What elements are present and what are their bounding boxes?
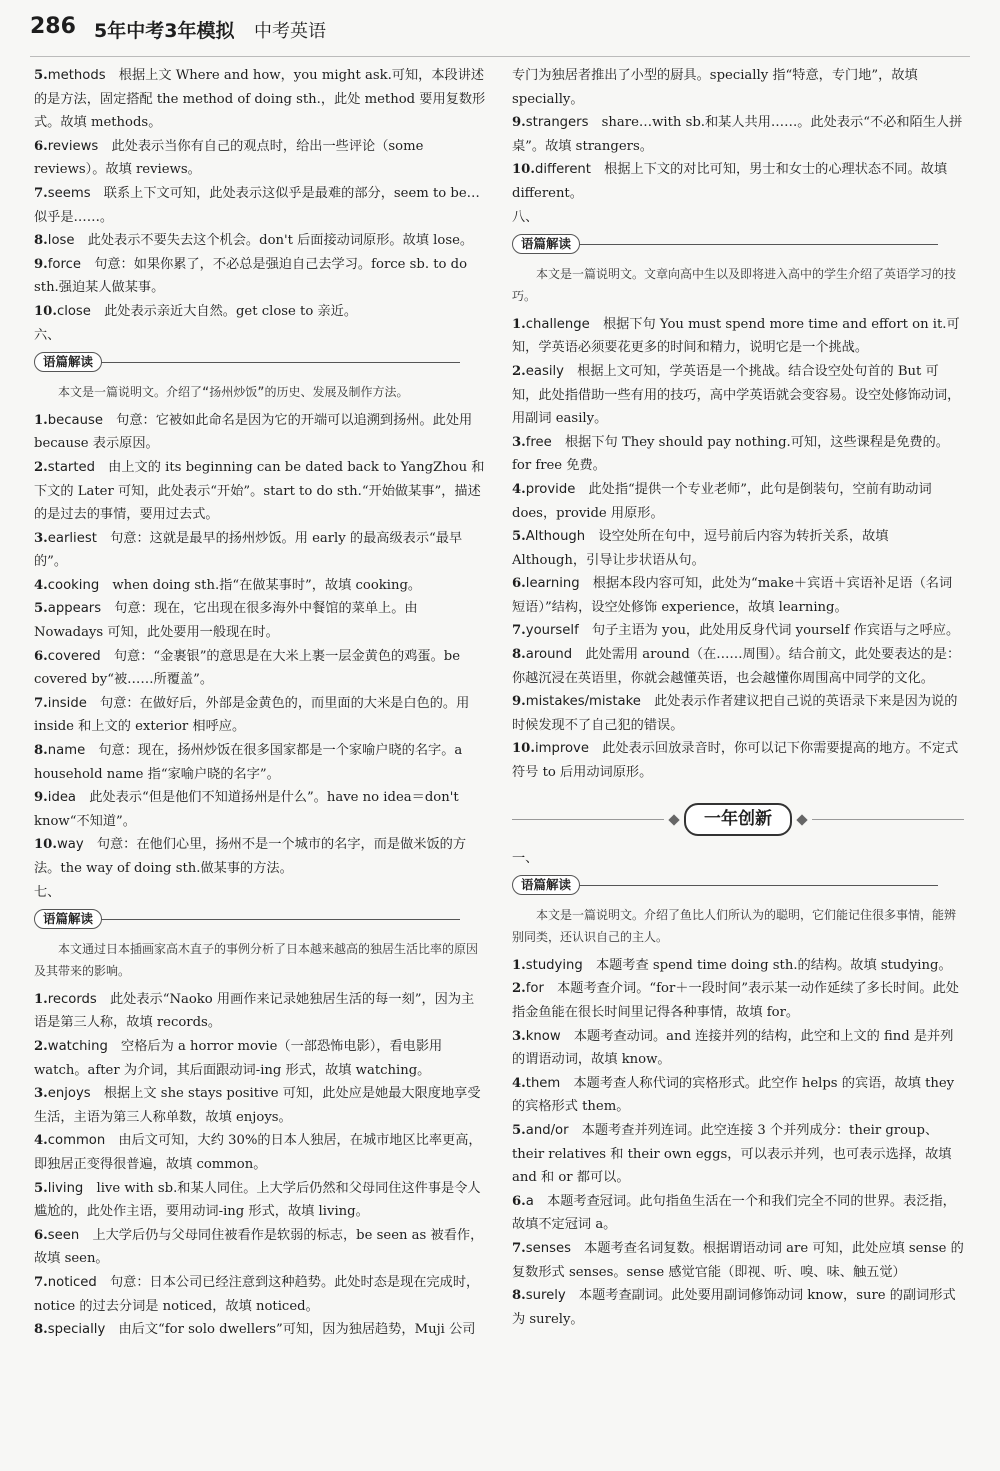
answer-item bbox=[34, 300, 486, 324]
answer-item bbox=[34, 833, 486, 880]
answer-word: around bbox=[525, 647, 573, 663]
answer-number: 6. bbox=[34, 138, 48, 154]
answer-item bbox=[34, 645, 486, 692]
answer-item bbox=[34, 1129, 486, 1176]
answer-explanation: 此处需用 around（在……周围）。结合前文，此处要表达的是：你越沉浸在英语里，你就会越懂英语，也会越懂你周围高中同学的文化。 bbox=[512, 647, 961, 686]
section-7-continuation: 专门为独居者推出了小型的厨具。specially 指“特意，专门地”，故填 specially。 bbox=[512, 68, 918, 107]
answer-word: name bbox=[47, 743, 86, 759]
answer-number: 2. bbox=[34, 1038, 48, 1054]
answer-explanation: 设空处所在句中，逗号前后内容为转折关系，故填 Although，引导让步状语从句。 bbox=[512, 529, 889, 568]
answer-explanation: 根据下句 You must spend more time and effort on it.可知，学英语必须要花更多的时间和精力，说明它是一个挑战。 bbox=[512, 316, 960, 356]
banner-label: 一年创新 bbox=[684, 803, 792, 837]
answer-explanation: 句意：在做好后，外部是金黄色的，而里面的大米是白色的。用 inside 和上文的 exterior 相呼应。 bbox=[34, 695, 470, 735]
answer-number: 7. bbox=[34, 695, 48, 711]
answer-explanation: 此处表示“但是他们不知道扬州是什么”。have no idea＝don't know“不知道”。 bbox=[34, 790, 459, 829]
answer-number: 4. bbox=[34, 577, 48, 593]
answer-word: surely bbox=[525, 1288, 566, 1304]
answer-number: 3. bbox=[512, 434, 526, 450]
answer-number: 8. bbox=[34, 743, 48, 759]
answer-number: 1. bbox=[512, 957, 526, 973]
page-number: 286 bbox=[30, 14, 76, 39]
answer-word: mistakes/mistake bbox=[525, 694, 641, 710]
answer-number: 3. bbox=[34, 530, 48, 546]
passage-tag bbox=[512, 874, 964, 898]
answer-word: them bbox=[525, 1075, 561, 1091]
answer-number: 4. bbox=[512, 481, 526, 497]
new-section-1-answers bbox=[512, 954, 964, 1332]
section-6-heading: 六、 bbox=[34, 327, 61, 343]
answer-explanation: 本题考查 spend time doing sth.的结构。故填 studying。 bbox=[595, 957, 952, 973]
answer-number: 7. bbox=[34, 1274, 48, 1290]
answer-item bbox=[512, 1190, 964, 1237]
answer-number: 1. bbox=[34, 412, 48, 428]
section-6-summary: 本文是一篇说明文。介绍了“扬州炒饭”的历史、发展及制作方法。 bbox=[58, 384, 409, 399]
answer-explanation: 本题考查副词。此处要用副词修饰动词 know，sure 的副词形式为 surely。 bbox=[512, 1288, 956, 1327]
answer-explanation: 由上文的 its beginning can be dated back to YangZhou 和下文的 Later 可知，此处表示“开始”。start to do sth.“开始做某事”，描述的是过去的事情，要用过去式。 bbox=[34, 459, 485, 523]
answer-word: idea bbox=[47, 790, 77, 806]
answer-item bbox=[34, 692, 486, 739]
answer-item bbox=[512, 1237, 964, 1284]
answer-word: senses bbox=[525, 1240, 571, 1256]
answer-item bbox=[512, 478, 964, 525]
passage-tag bbox=[34, 351, 486, 375]
answer-item bbox=[512, 977, 964, 1024]
answer-number: 6. bbox=[34, 1227, 48, 1243]
passage-tag bbox=[512, 233, 964, 257]
answer-number: 6. bbox=[512, 576, 526, 592]
answer-word: yourself bbox=[525, 623, 579, 639]
answer-explanation: 此处表示当你有自己的观点时，给出一些评论（some reviews）。故填 reviews。 bbox=[34, 138, 424, 178]
answer-item bbox=[34, 1271, 486, 1318]
answer-word: watching bbox=[47, 1038, 108, 1054]
answer-explanation: 根据上下文的对比可知，男士和女士的心理状态不同。故填 different。 bbox=[512, 162, 948, 201]
answer-number: 10. bbox=[512, 162, 535, 178]
answer-explanation: live with sb.和某人同住。上大学后仍然和父母同住这件事是令人尴尬的，此处作主语，要用动词-ing 形式，故填 living。 bbox=[34, 1180, 481, 1220]
answer-item bbox=[512, 1025, 964, 1072]
section-7-heading: 七、 bbox=[34, 884, 61, 900]
answer-number: 5. bbox=[34, 68, 48, 83]
answer-word: seems bbox=[47, 185, 91, 201]
answer-word: easily bbox=[525, 363, 564, 379]
section-8-heading: 八、 bbox=[512, 209, 539, 225]
answer-item bbox=[34, 409, 486, 456]
answer-number: 10. bbox=[34, 837, 57, 853]
answer-item bbox=[34, 64, 486, 135]
answer-number: 7. bbox=[512, 1240, 526, 1256]
answer-word: and/or bbox=[525, 1122, 569, 1138]
answer-item bbox=[512, 954, 964, 978]
answer-item bbox=[512, 525, 964, 572]
book-subtitle: 中考英语 bbox=[254, 21, 326, 42]
answer-explanation: when doing sth.指“在做某事时”，故填 cooking。 bbox=[112, 577, 422, 593]
section-8-answers bbox=[512, 313, 964, 785]
answer-explanation: 句意：日本公司已经注意到这种趋势。此处时态是现在完成时，notice 的过去分词是 noticed，故填 noticed。 bbox=[34, 1274, 480, 1314]
answer-explanation: 由后文“for solo dwellers”可知，因为独居趋势，Muji 公司 bbox=[118, 1322, 476, 1338]
answer-explanation: 本题考查人称代词的宾格形式。此空作 helps 的宾语，故填 they 的宾格形式 them。 bbox=[512, 1075, 955, 1115]
answer-word: lose bbox=[47, 233, 75, 249]
new-section-1-summary: 本文是一篇说明文。介绍了鱼比人们所认为的聪明，它们能记住很多事情，能辨别同类，还认识自己的主人。 bbox=[512, 907, 957, 944]
answer-item bbox=[512, 643, 964, 690]
answer-explanation: 句意：如果你累了，不必总是强迫自己去学习。force sb. to do sth.强迫某人做某事。 bbox=[34, 256, 468, 296]
answer-explanation: 此处表示“Naoko 用画作来记录她独居生活的每一刻”，因为主语是第三人称，故填 records。 bbox=[34, 991, 475, 1031]
answer-word: provide bbox=[525, 481, 576, 497]
answer-word: Although bbox=[525, 529, 586, 545]
answer-number: 7. bbox=[512, 623, 526, 639]
answer-number: 10. bbox=[512, 741, 535, 757]
answer-item bbox=[34, 135, 486, 182]
answer-item bbox=[34, 1318, 486, 1342]
answer-explanation: 根据本段内容可知，此处为“make＋宾语＋宾语补足语（名词短语）”结构，设空处修饰 experience，故填 learning。 bbox=[512, 576, 953, 615]
answer-word: challenge bbox=[525, 316, 590, 332]
answer-explanation: 本题考查冠词。此句指鱼生活在一个和我们完全不同的世界。表泛指，故填不定冠词 a。 bbox=[512, 1193, 956, 1233]
answer-item bbox=[34, 229, 486, 253]
answer-word: reviews bbox=[47, 138, 99, 154]
answer-item bbox=[512, 360, 964, 431]
answer-item bbox=[34, 1082, 486, 1129]
answer-explanation: share…with sb.和某人共用……。此处表示“不必和陌生人拼桌”。故填 strangers。 bbox=[512, 115, 963, 154]
answer-explanation: 句意：“金裹银”的意思是在大米上裹一层金黄色的鸡蛋。be covered by“被……所覆盖”。 bbox=[34, 648, 461, 688]
book-title: 5年中考3年模拟 bbox=[94, 20, 235, 42]
answer-item bbox=[34, 253, 486, 300]
answer-explanation: 本题考查名词复数。根据谓语动词 are 可知，此处应填 sense 的复数形式 senses。sense 感觉官能（即视、听、嗅、味、触五觉） bbox=[512, 1240, 964, 1280]
answer-word: noticed bbox=[47, 1274, 97, 1290]
left-column bbox=[34, 64, 486, 1342]
passage-tag-label: 语篇解读 bbox=[34, 909, 102, 929]
answer-explanation: 句意：现在，它出现在很多海外中餐馆的菜单上。由 Nowadays 可知，此处要用一般现在时。 bbox=[34, 601, 418, 641]
answer-explanation: 句意：它被如此命名是因为它的开端可以追溯到扬州。此处用 because 表示原因。 bbox=[34, 412, 473, 452]
answer-explanation: 此处指“提供一个专业老师”，此句是倒装句，空前有助动词 does，provide 用原形。 bbox=[512, 481, 932, 521]
answer-word: cooking bbox=[47, 577, 100, 593]
answer-number: 8. bbox=[512, 647, 526, 663]
answer-item bbox=[34, 1035, 486, 1082]
answer-number: 2. bbox=[512, 981, 526, 997]
answer-explanation: 本题考查介词。“for＋一段时间”表示某一动作延续了多长时间。此处指金鱼能在很长时间里记得各种事情，故填 for。 bbox=[512, 981, 959, 1020]
answer-word: strangers bbox=[525, 115, 589, 131]
answer-item bbox=[512, 619, 964, 643]
answer-number: 5. bbox=[34, 1180, 48, 1196]
answer-item bbox=[34, 597, 486, 644]
answer-explanation: 此处表示亲近大自然。get close to 亲近。 bbox=[104, 303, 358, 319]
answer-item bbox=[34, 988, 486, 1035]
answer-explanation: 本题考查动词。and 连接并列的结构，此空和上文的 find 是并列的谓语动词，故填 know。 bbox=[512, 1028, 954, 1068]
answer-number: 5. bbox=[512, 529, 526, 545]
answer-number: 8. bbox=[512, 1288, 526, 1304]
answer-word: force bbox=[47, 256, 81, 272]
passage-tag-label: 语篇解读 bbox=[512, 234, 580, 254]
answer-word: studying bbox=[525, 957, 583, 973]
answer-number: 9. bbox=[34, 256, 48, 272]
passage-tag bbox=[34, 908, 486, 932]
answer-number: 3. bbox=[512, 1028, 526, 1044]
answer-explanation: 句子主语为 you，此处用反身代词 yourself 作宾语与之呼应。 bbox=[591, 623, 960, 639]
section-7-answers-cont bbox=[512, 111, 964, 205]
answer-word: for bbox=[525, 981, 544, 997]
answer-word: specially bbox=[47, 1322, 106, 1338]
answer-item bbox=[512, 1072, 964, 1119]
answer-explanation: 根据上文 Where and how，you might ask.可知，本段讲述的是方法，固定搭配 the method of doing sth.，此处 method 要用复数形式。故填 methods。 bbox=[34, 68, 486, 131]
answer-word: methods bbox=[47, 68, 106, 83]
answer-number: 8. bbox=[34, 1322, 48, 1338]
answer-explanation: 由后文可知，大约 30%的日本人独居，在城市地区比率更高，即独居正变得很普遍，故填 common。 bbox=[34, 1133, 482, 1172]
answer-word: improve bbox=[534, 741, 589, 757]
answer-item bbox=[512, 690, 964, 737]
answer-word: living bbox=[47, 1180, 84, 1196]
answer-item bbox=[34, 456, 486, 527]
answer-word: way bbox=[56, 837, 84, 853]
answer-item bbox=[512, 1284, 964, 1331]
answer-item bbox=[34, 182, 486, 229]
answer-item bbox=[34, 574, 486, 598]
right-column bbox=[512, 64, 964, 1331]
answer-word: earliest bbox=[47, 530, 97, 546]
answer-number: 9. bbox=[512, 115, 526, 131]
answer-explanation: 句意：现在，扬州炒饭在很多国家都是一个家喻户晓的名字。a household name 指“家喻户晓的名字”。 bbox=[34, 743, 463, 782]
answer-number: 9. bbox=[34, 790, 48, 806]
answer-item bbox=[512, 158, 964, 205]
answer-word: different bbox=[534, 162, 591, 178]
page-header bbox=[30, 8, 970, 57]
answer-number: 5. bbox=[34, 601, 48, 617]
answer-item bbox=[512, 111, 964, 158]
passage-tag-label: 语篇解读 bbox=[512, 875, 580, 895]
answer-item bbox=[34, 527, 486, 574]
answer-explanation: 联系上下文可知，此处表示这似乎是最难的部分，seem to be…似乎是……。 bbox=[34, 185, 480, 225]
answer-word: records bbox=[47, 991, 97, 1007]
answer-explanation: 句意：这就是最早的扬州炒饭。用 early 的最高级表示“最早的”。 bbox=[34, 530, 463, 570]
answer-item bbox=[512, 737, 964, 784]
answer-number: 9. bbox=[512, 694, 526, 710]
answer-word: close bbox=[56, 303, 91, 319]
answer-number: 2. bbox=[34, 459, 48, 475]
answer-word: started bbox=[47, 459, 95, 475]
answer-number: 4. bbox=[34, 1133, 48, 1149]
answer-item bbox=[34, 786, 486, 833]
answer-word: enjoys bbox=[47, 1086, 91, 1102]
new-section-1-heading: 一、 bbox=[512, 850, 539, 866]
answer-word: seen bbox=[47, 1227, 80, 1243]
answer-word: know bbox=[525, 1028, 561, 1044]
answer-word: free bbox=[525, 434, 552, 450]
part-1-answers bbox=[34, 64, 486, 324]
answer-item bbox=[512, 313, 964, 360]
answer-number: 5. bbox=[512, 1122, 526, 1138]
answer-item bbox=[512, 1119, 964, 1190]
answer-item bbox=[512, 431, 964, 478]
innovation-banner bbox=[512, 803, 964, 837]
answer-explanation: 根据下句 They should pay nothing.可知，这些课程是免费的。for free 免费。 bbox=[512, 434, 949, 474]
answer-word: a bbox=[525, 1193, 534, 1209]
answer-explanation: 此处表示回放录音时，你可以记下你需要提高的地方。不定式符号 to 后用动词原形。 bbox=[512, 741, 959, 781]
answer-number: 2. bbox=[512, 363, 526, 379]
answer-item bbox=[34, 1177, 486, 1224]
answer-number: 10. bbox=[34, 303, 57, 319]
answer-number: 1. bbox=[512, 316, 526, 332]
section-7-answers bbox=[34, 988, 486, 1342]
answer-word: because bbox=[47, 412, 103, 428]
answer-word: covered bbox=[47, 648, 101, 664]
answer-explanation: 本题考查并列连词。此空连接 3 个并列成分：their group、their relatives 和 their own eggs，可以表示并列，也可表示选择，故填 and 和 or 都可以。 bbox=[512, 1122, 952, 1186]
answer-number: 1. bbox=[34, 991, 48, 1007]
answer-explanation: 此处表示不要失去这个机会。don't 后面接动词原形。故填 lose。 bbox=[87, 233, 474, 249]
answer-word: common bbox=[47, 1133, 106, 1149]
answer-explanation: 根据上文可知，学英语是一个挑战。结合设空处句首的 But 可知，此处指借助一些有用的技巧，高中学英语就会变容易。设空处修饰动词，用副词 easily。 bbox=[512, 363, 961, 427]
answer-item bbox=[512, 572, 964, 619]
answer-explanation: 根据上文 she stays positive 可知，此处应是她最大限度地享受生活，主语为第三人称单数，故填 enjoys。 bbox=[34, 1086, 481, 1125]
answer-number: 8. bbox=[34, 233, 48, 249]
answer-number: 7. bbox=[34, 185, 48, 201]
answer-word: learning bbox=[525, 576, 580, 592]
passage-tag-label: 语篇解读 bbox=[34, 352, 102, 372]
answer-explanation: 上大学后仍与父母同住被看作是软弱的标志，be seen as 被看作，故填 seen。 bbox=[34, 1227, 484, 1267]
answer-number: 6. bbox=[34, 648, 48, 664]
section-8-summary: 本文是一篇说明文。文章向高中生以及即将进入高中的学生介绍了英语学习的技巧。 bbox=[512, 266, 957, 303]
answer-explanation: 空格后为 a horror movie（一部恐怖电影），看电影用 watch。after 为介词，其后面跟动词-ing 形式，故填 watching。 bbox=[34, 1038, 443, 1078]
section-6-answers bbox=[34, 409, 486, 881]
answer-item bbox=[34, 1224, 486, 1271]
answer-item bbox=[34, 739, 486, 786]
answer-word: appears bbox=[47, 601, 102, 617]
answer-word: inside bbox=[47, 695, 87, 711]
answer-number: 4. bbox=[512, 1075, 526, 1091]
answer-number: 3. bbox=[34, 1086, 48, 1102]
answer-explanation: 此处表示作者建议把自己说的英语录下来是因为说的时候发现不了自己犯的错误。 bbox=[512, 694, 958, 733]
answer-number: 6. bbox=[512, 1193, 526, 1209]
answer-explanation: 句意：在他们心里，扬州不是一个城市的名字，而是做米饭的方法。the way of doing sth.做某事的方法。 bbox=[34, 837, 467, 876]
section-7-summary: 本文通过日本插画家高木直子的事例分析了日本越来越高的独居生活比率的原因及其带来的影响。 bbox=[34, 941, 479, 978]
